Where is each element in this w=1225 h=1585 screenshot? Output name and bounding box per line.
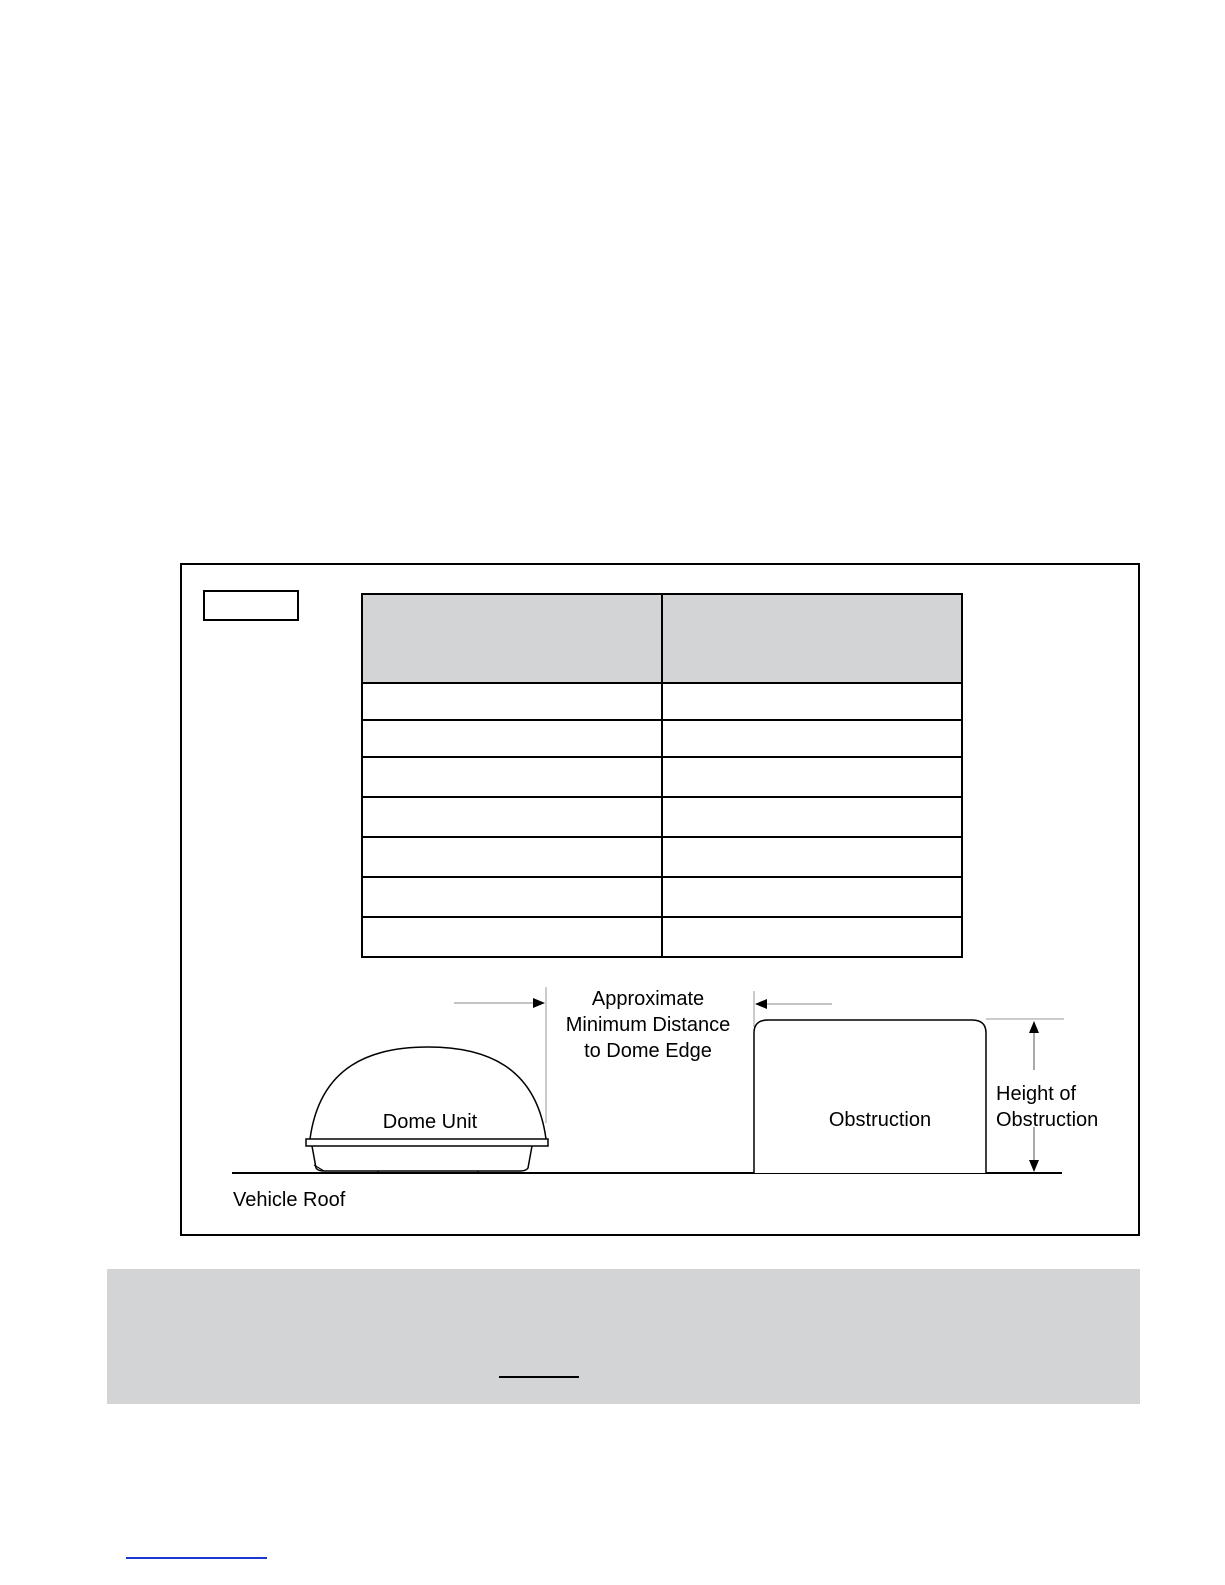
note-band — [107, 1269, 1140, 1404]
clearance-diagram — [182, 565, 1138, 1234]
distance-label-line1: Approximate — [591, 988, 705, 1010]
roof-label: Vehicle Roof — [233, 1189, 346, 1211]
distance-label-line2: Minimum Distance — [565, 1014, 731, 1036]
clearance-figure — [180, 563, 1140, 1236]
obstruction-shape — [754, 1020, 986, 1173]
height-label-line2: Obstruction — [996, 1109, 1099, 1131]
distance-label-line3: to Dome Edge — [584, 1040, 712, 1062]
footer-link-underline — [126, 1557, 267, 1559]
note-underline — [499, 1376, 579, 1378]
dome-base — [312, 1146, 532, 1171]
obstruction-label: Obstruction — [828, 1109, 932, 1131]
dome-base-plate — [306, 1139, 548, 1146]
height-label-line1: Height of — [996, 1083, 1077, 1105]
dome-label: Dome Unit — [382, 1111, 478, 1133]
